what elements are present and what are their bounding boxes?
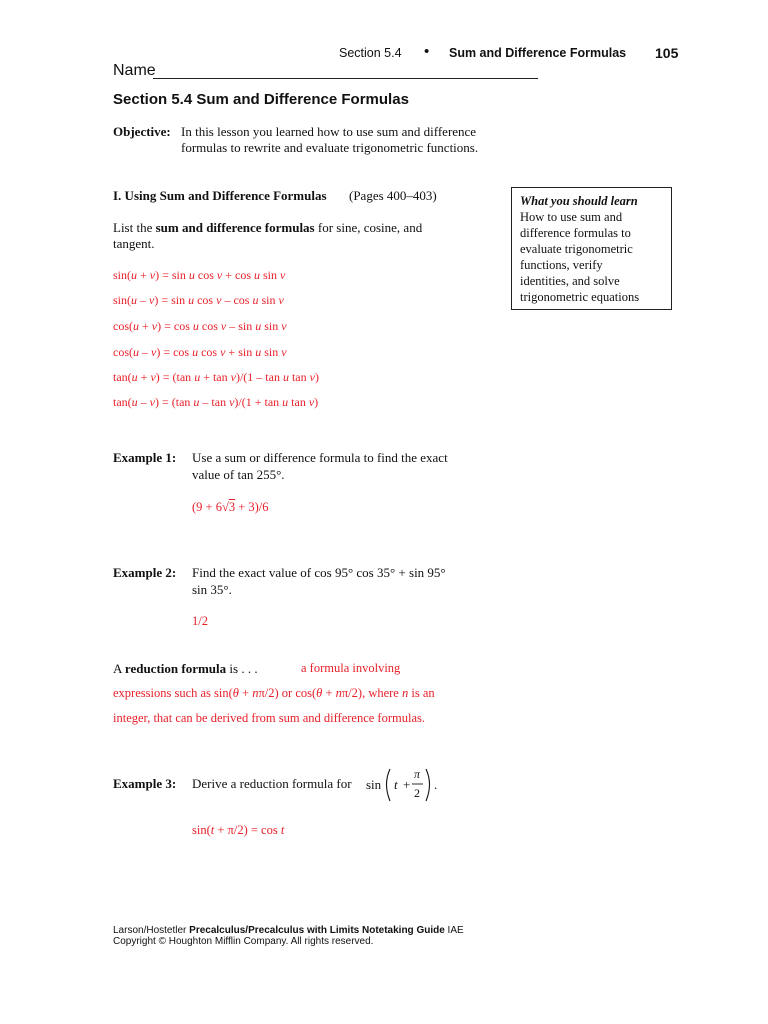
right-paren <box>426 769 430 801</box>
name-line <box>153 78 538 79</box>
list-prompt: List the sum and difference formulas for sine, cosine, and <box>113 220 423 235</box>
example1-line-2: value of tan 255°. <box>192 467 285 482</box>
math-sin: sin <box>366 777 382 792</box>
reduction-prompt: A reduction formula is . . . <box>113 661 258 676</box>
math-numerator: π <box>414 767 421 781</box>
example1-line-1: Use a sum or difference formula to find the exact <box>192 450 448 465</box>
page-number: 105 <box>655 45 679 61</box>
math-plus: + <box>403 777 411 792</box>
learn-box-heading: What you should learn <box>520 194 638 208</box>
part1-heading: I. Using Sum and Difference Formulas <box>113 188 327 203</box>
formula-sin-sum: sin(u + v) = sin u cos v + cos u sin v <box>113 268 286 282</box>
example3-label: Example 3: <box>113 776 177 791</box>
header-bullet: • <box>424 43 430 60</box>
math-period: . <box>434 777 438 792</box>
example2-answer: 1/2 <box>192 614 208 628</box>
formula-tan-difference: tan(u – v) = (tan u – tan v)/(1 + tan u tan v) <box>113 395 319 409</box>
name-label: Name <box>113 62 156 79</box>
example1-answer: (9 + 6√3 + 3)/6 <box>192 500 269 514</box>
reduction-answer-line-1: a formula involving <box>301 661 401 675</box>
header-topic: Sum and Difference Formulas <box>449 46 627 60</box>
footer-line-1: Larson/Hostetler Precalculus/Precalculus with Limits Notetaking Guide IAE <box>113 925 464 936</box>
example3-text: Derive a reduction formula for <box>192 776 352 791</box>
learn-box <box>511 187 672 310</box>
formula-cos-difference: cos(u – v) = cos u cos v + sin u sin v <box>113 345 287 359</box>
example2-line-2: sin 35°. <box>192 582 232 597</box>
objective-line-2: formulas to rewrite and evaluate trigonometric functions. <box>181 140 479 155</box>
example2-label: Example 2: <box>113 565 177 580</box>
formula-cos-sum: cos(u + v) = cos u cos v – sin u sin v <box>113 319 287 333</box>
footer-copyright: Copyright © Houghton Mifflin Company. All rights reserved. <box>113 936 374 947</box>
formula-sin-difference: sin(u – v) = sin u cos v – cos u sin v <box>113 293 284 307</box>
header-section: Section 5.4 <box>339 46 402 60</box>
objective-label: Objective: <box>113 124 171 139</box>
section-title: Section 5.4 Sum and Difference Formulas <box>113 91 409 108</box>
list-prompt-line-2: tangent. <box>113 236 155 251</box>
reduction-answer-line-3: integer, that can be derived from sum and difference formulas. <box>113 711 425 725</box>
learn-box-line: trigonometric equations <box>520 290 640 304</box>
left-paren <box>387 769 391 801</box>
learn-box-line: evaluate trigonometric <box>520 242 633 256</box>
learn-box-line: difference formulas to <box>520 226 631 240</box>
learn-box-line: How to use sum and <box>520 210 623 224</box>
objective-line-1: In this lesson you learned how to use sum and difference <box>181 124 477 139</box>
learn-box-line: identities, and solve <box>520 274 620 288</box>
reduction-answer-line-2: expressions such as sin(θ + nπ/2) or cos(θ + nπ/2), where n is an <box>113 686 435 700</box>
example3-answer: sin(t + π/2) = cos t <box>192 823 285 837</box>
part1-pages: (Pages 400–403) <box>349 188 437 203</box>
example1-label: Example 1: <box>113 450 177 465</box>
example2-line-1: Find the exact value of cos 95° cos 35° + sin 95° <box>192 565 446 580</box>
example3-math-expression <box>365 764 440 804</box>
formula-tan-sum: tan(u + v) = (tan u + tan v)/(1 – tan u tan v) <box>113 370 319 384</box>
learn-box-line: functions, verify <box>520 258 603 272</box>
math-t: t <box>394 777 398 792</box>
math-denominator: 2 <box>414 786 420 800</box>
